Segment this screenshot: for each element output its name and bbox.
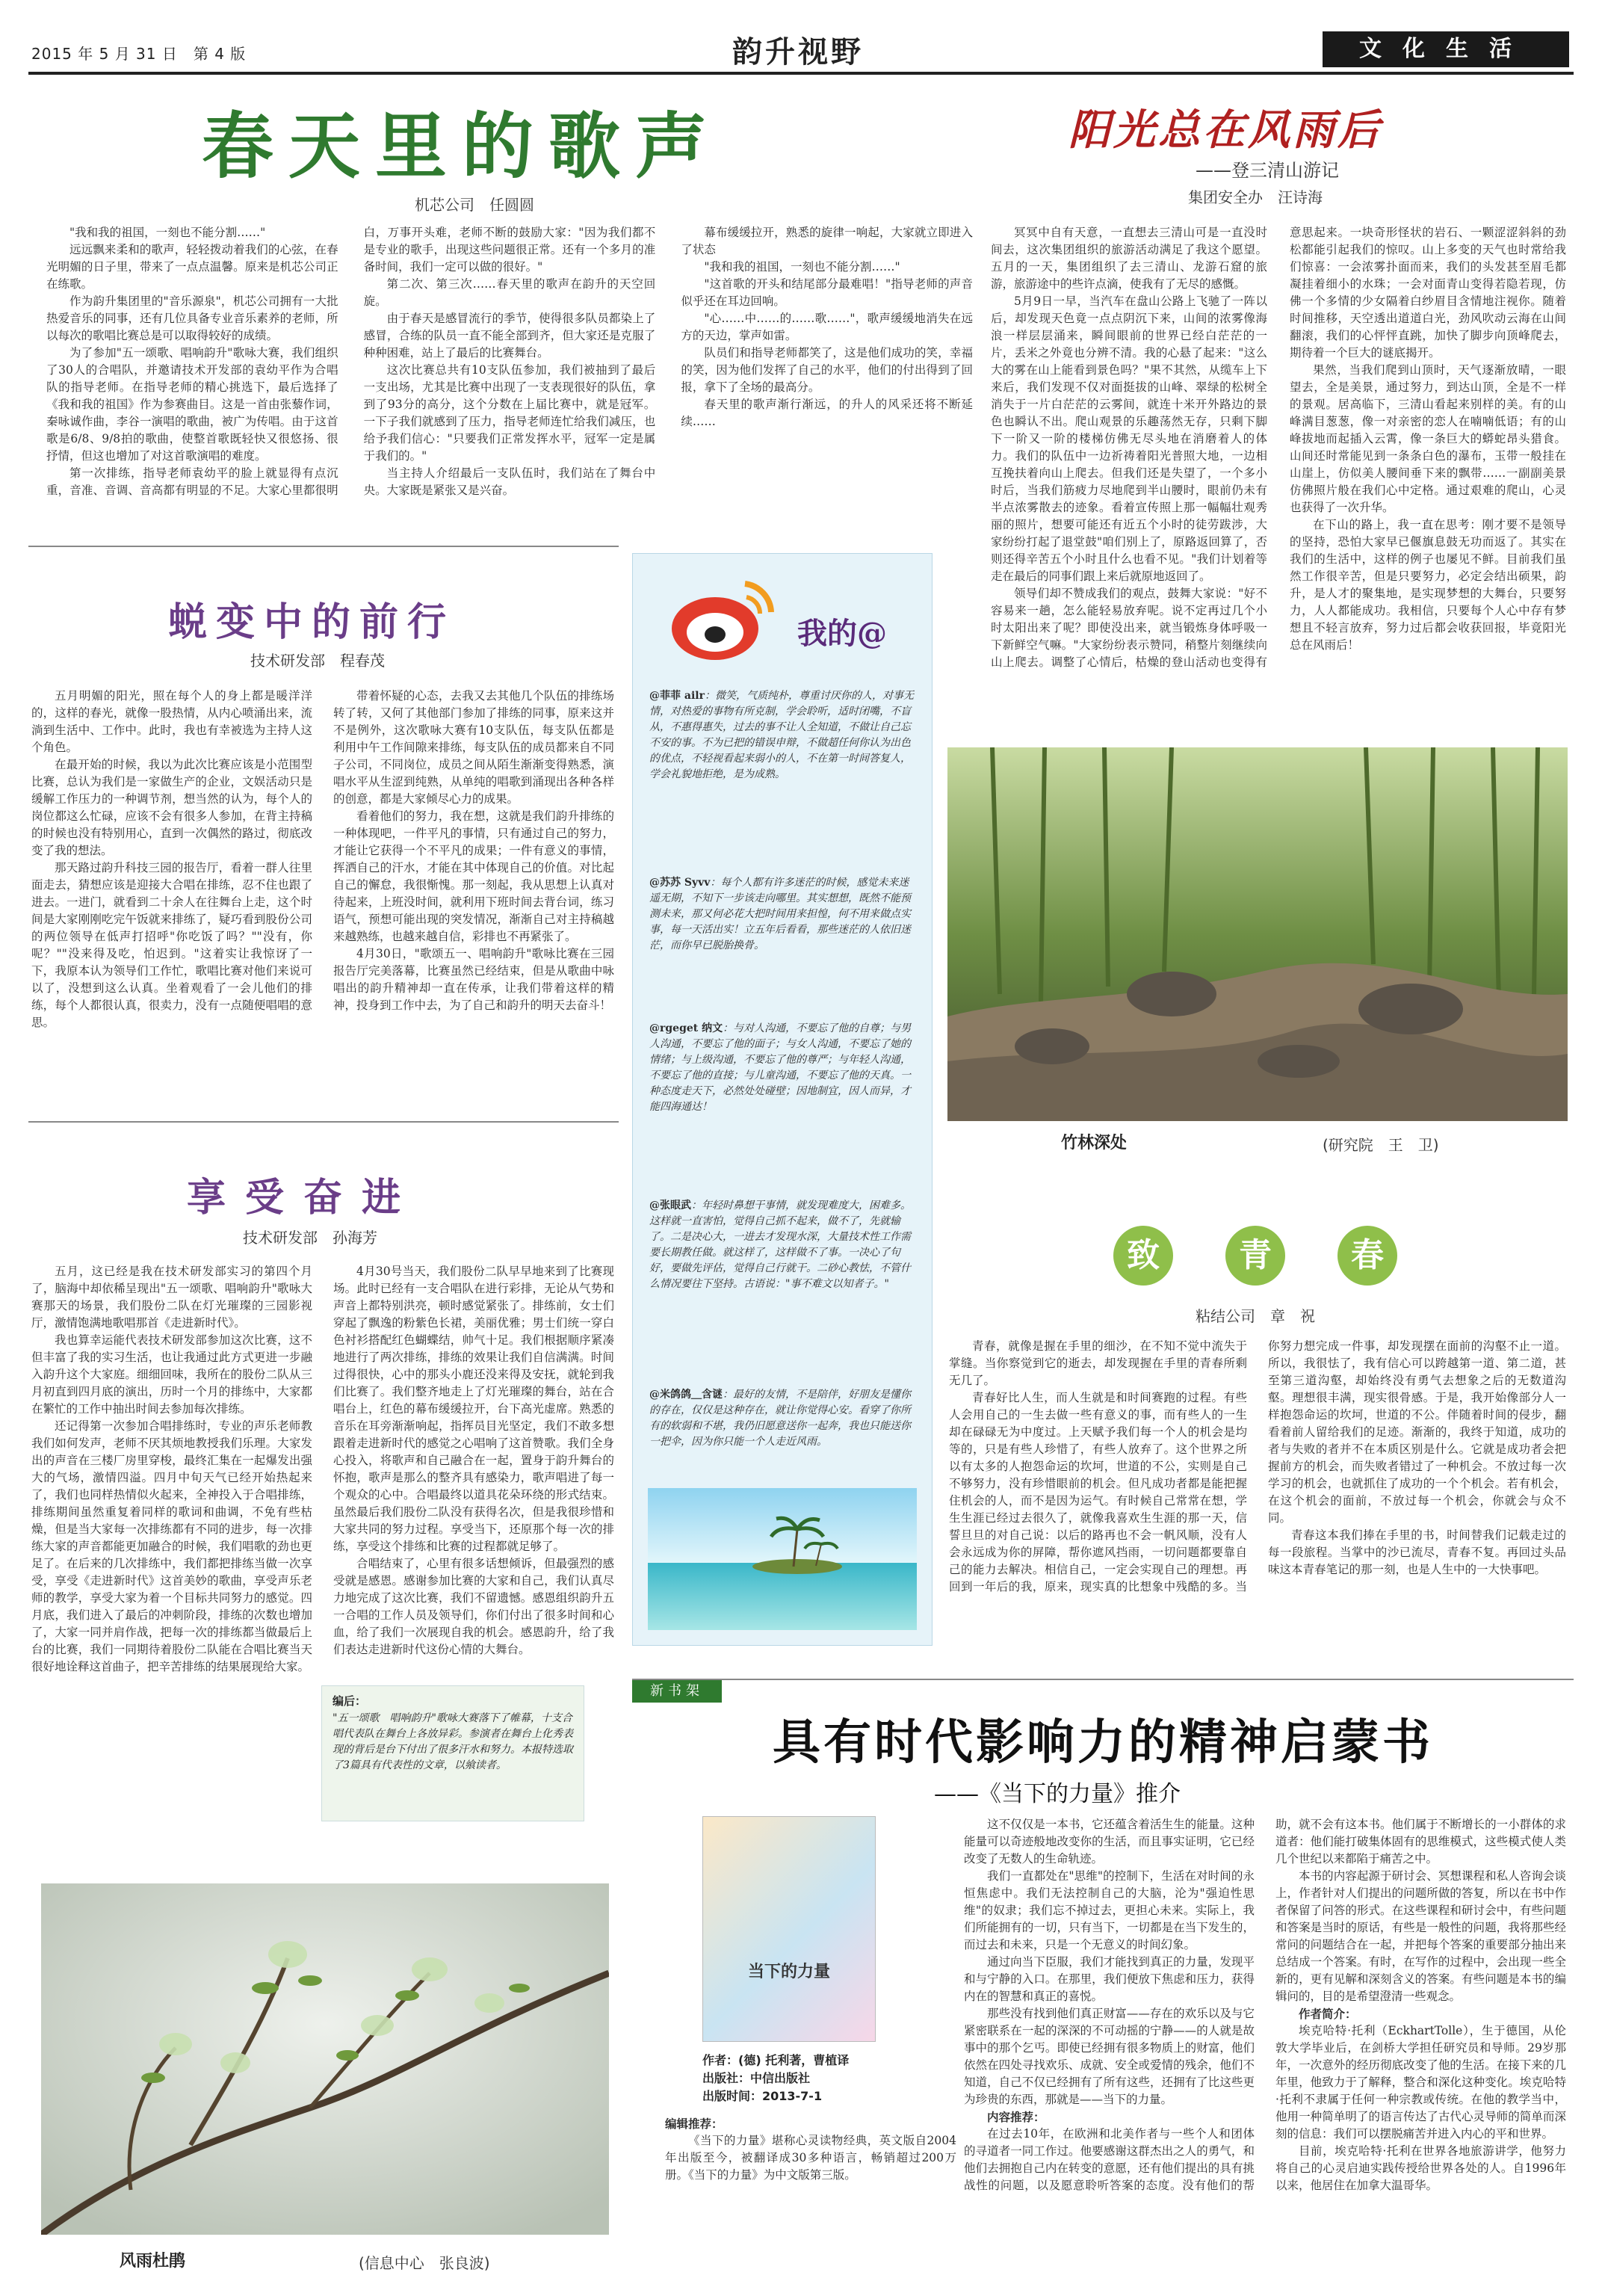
article-byline: 技术研发部 孙海芳 [243, 1229, 377, 1247]
weibo-box [632, 553, 933, 1646]
title-char: 春 [1337, 1226, 1397, 1286]
article-body: 青春，就像是握在手里的细沙，在不知不觉中流失于掌缝。当你察觉到它的逝去，却发现握在手里的青春所剩无几了。 青春好比人生，而人生就是和时间赛跑的过程。有些人会用自己的一生去做一些有意义的事，而有些人的一生却在碌碌无为中度过。上天赋予我们每一个人的机会是均等的，只是有些人珍惜了，有些人放弃了。这个世界之所以有太多的人抱怨命运的坎坷，世道的不公，实则是自己不够努力，没有珍惜眼前的机会。但凡成功者都是能把握住机会的人，而不是因为运气。有时候自己常常在想，学生生涯已经过去很久了，就像我喜欢生生涯的那一天，信誓旦旦的对自己说：以后的路再也不会一帆风顺，没有人会永远成为你的屏障，帮你遮风挡雨，一切问题都要靠自己的能力去解决。相信自己，一定会实现自己的理想。再回到一年后的我，原来，现实真的比想象中残酷的多。当你努力想完成一件事，却发现摆在面前的沟壑不止一道。所以，我很怯了，我有信心可以跨越第一道、第二道，甚至第三道沟壑，却始终没有勇气去想象之后的无数道沟壑。理想很丰满，现实很骨感。于是，我开始像部分人一样抱怨命运的坎坷，世道的不公。伴随着时间的侵步，翻看着前人留给我们的足迹。渐渐的，我终于知道，成功的者与失败的者并不在本质区别是什么。它就是成功者会把握前方的机会，而失败者错过了一种机会。不放过每一次学习的机会，也就抓住了成功的一个个机会。若有机会，在这个机会的面前，不放过每一个机会，你就会与众不同。 青春这本我们捧在手里的书，时间替我们记载走过的每一段旅程。当掌中的沙已流尽，青春不复。再回过头品味这本青春笔记的那一刻，也是人生中的一大快事吧。 [949, 1339, 1566, 1593]
weibo-entry: @苏苏 Syvv：每个人都有许多迷茫的时候，感觉未来迷遥无期，不知下一步该走向哪里。其实想想，既然不能预测未来，那又何必花大把时间用来担惶，何不用来做点实事，每一天活出实！立五年后看看，那些迷茫的人依旧迷茫，而你早已脱胎换骨。 [649, 877, 911, 951]
editor-note-text: "五一颂歌 唱响韵升"歌咏大赛落下了帷幕，十支合唱代表队在舞台上各放异彩。参演者在舞台上化秀表现的背后是台下付出了很多汗水和努力。本报特选取了3篇具有代表性的文章，以飨读者。 [333, 1712, 573, 1771]
book-meta-date: 出版时间：2013-7-1 [702, 2089, 823, 2103]
flower-photo [41, 1883, 609, 2235]
book-cover-title: 当下的力量 [747, 1962, 830, 1981]
photo-credit: (研究院 王 卫) [1323, 1136, 1439, 1154]
article-body: 五月明媚的阳光，照在每个人的身上都是暖洋洋的，这样的春光，就像一股热情，从内心喷涌出来，流淌到生活中、工作中。此时，我也有幸被选为主持人这个角色。 在最开始的时候，我以为此次比赛应该是小范围型比赛，总认为我们是一家做生产的企业，文娱活动只是缓解工作压力的一种调节剂，想当然的认为，每个人的岗位都这么忙碌，应该不会有很多人参加，在背主持稿的时候也没有特别用心，直到一次偶然的路过，彻底改变了我的想法。 那天路过韵升科技三园的报告厅，看着一群人往里面走去，猜想应该是迎接大合唱在排练，忍不住也跟了进去。一进门，就看到二十余人在往舞台上走，这个时间是大家刚刚吃完午饭就来排练了，疑巧看到股份公司的两位领导在低声打招呼"你吃饭了吗？""没有，你呢？""没来得及吃，怕迟到。"这着实让我惊讶了一下，我原本认为领导们工作忙，歌唱比赛对他们来说可以了，没想到这么认真。坐着观看了一会儿他们的排练，每个人都很认真，很卖力，没有一点随便唱唱的意思。 带着怀疑的心态，去我又去其他几个队伍的排练场转了转，又何了其他部门参加了排练的同事，原来这并不是例外，这次歌咏大赛有10支队伍，每支队伍都是利用中午工作间隙来排练，每支队伍的成员都来自不同子公司，不同岗位，成员之间从陌生渐渐变得熟悉，演唱水平从生涩到纯熟，从单纯的唱歌到涌现出各种各样的创意，都是大家倾尽心力的成果。 看着他们的努力，我在想，这就是我们韵升排练的一种体现吧，一件平凡的事情，只有通过自己的努力，才能让它获得一个不平凡的成果；一件有意义的事情，挥洒自己的汗水，才能在其中体现自己的价值。对比起自己的懈怠，我很惭愧。那一刻起，我从思想上认真对待起来，上班没时间，就利用下班时间去背台词，练习语气，预想可能出现的突发情况，渐渐自己对主持稿越来越熟练，也越来越自信，彩排也不再紧张了。 4月30日，"歌颂五一、唱响韵升"歌咏比赛在三园报告厅完美落幕，比赛虽然已经结束，但是从歌曲中咏唱出的韵升精神却一直在传承，让我们带着这样的精神，投身到工作中去，为了自己和韵升的明天去奋斗！ [31, 689, 614, 1029]
article-subtitle: ——登三清山游记 [1196, 160, 1339, 181]
photo-caption: 风雨杜鹃 [120, 2252, 186, 2271]
article-body: 五月，这已经是我在技术研发部实习的第四个月了，脑海中却依稀呈现出"五一颂歌、唱响韵升"歌咏大赛那天的场景，我们股份二队在灯光璀璨的三园影视厅，激情饱满地歌唱那首《走进新时代》。 我也算幸运能代表技术研发部参加这次比赛，这不但丰富了我的实习生活，也让我通过此方式更进一步融入韵升这个大家庭。细细回味，我所在的股份二队从三月初直到四月底的演出，历时一个月的排练中，大家都在繁忙的工作中抽出时间去参加每次排练。 还记得第一次参加合唱排练时，专业的声乐老师教我们如何发声，老师不厌其烦地教授我们乐理。大家发出的声音在三楼厂房里穿梭，最终汇集在一起爆发出强大的气场，激情四溢。四月中旬天气已经开始热起来了，我们也同样热情似火起来，全神投入于合唱排练，排练期间虽然重复着同样的歌词和曲调，不免有些枯燥，但是当大家每一次排练都有不同的进步，每一次排练大家的声音都能更加融合的时候，我们唱歌的劲也更足了。在后来的几次排练中，我们都把排练当做一次享受，享受《走进新时代》这首美妙的歌曲，享受声乐老师的教学，享受大家为着一个目标共同努力的感觉。四月底，我们进入了最后的冲刺阶段，排练的次数也增加了，大家一同并肩作战，把每一次的排练都当做最后上台的比赛，我们一同期待着股份二队能在合唱比赛当天很好地诠释这首曲子，把辛苦排练的结果展现给大家。 4月30号当天，我们股份二队早早地来到了比赛现场。此时已经有一支合唱队在进行彩排，无论从气势和声音上都特别洪亮，顿时感觉紧张了。排练前，女士们穿起了飘逸的粉紫色长裙，美丽优雅；男士们统一穿白色衬衫搭配红色蝴蝶结，帅气十足。我们根据顺序紧凑地进行了两次排练，排练的效果让我们自信满满。时间过得很快，心中的那头小鹿还没来得及安抚，就轮到我们比赛了。我们整齐地走上了灯光璀璨的舞台，站在合唱台上，红色的幕布缓缓拉开，台下高光虚席。熟悉的音乐在耳旁渐渐响起，指挥员目光坚定，我们不敢多想跟着走进新时代的感觉之心唱响了这首赞歌。我们全身心投入，将歌声和自己融合在一起，置身于韵升舞台的怀抱，歌声是那么的整齐具有感染力，歌声唱进了每一个观众的心中。合唱最终以道具花朵环绕的形式结束。虽然最后我们股份二队没有获得名次，但是我很珍惜和大家共同的努力过程。享受当下，还原那个每一次的排练，享受这个排练和比赛的过程都就足够了。 合唱结束了，心里有很多话想倾诉，但最强烈的感受就是感恩。感谢参加比赛的大家和自己，我们认真尽力地完成了这次比赛，我们不留遗憾。感恩组织韵升五一合唱的工作人员及领导们，你们付出了很多时间和心血，给了我们一次展现自我的机会。感恩韵升，给了我们表达走进新时代这份心情的大舞台。 [31, 1265, 614, 1673]
article-byline: 集团安全办 汪诗海 [1188, 188, 1323, 206]
article-title: 春天里的歌声 [202, 104, 722, 188]
book-cover [702, 1816, 876, 2042]
article-title: 蜕变中的前行 [168, 599, 456, 645]
photo-caption: 竹林深处 [1061, 1134, 1128, 1152]
article-byline: 机芯公司 任圆圆 [415, 196, 534, 214]
article-title: 享受奋进 [187, 1175, 421, 1220]
title-char: 致 [1113, 1226, 1173, 1286]
section-label: 文化生活 [1323, 31, 1569, 67]
weibo-entry: @张眼武：年轻时鼻想干事情，就发现难度大，困难多。这样就一直害怕，觉得自己抓不起来，做不了，先就输了。二是决心大，一进去才发现水深，大量技术性工作需要长期教任做。就这样了，这样做不了事。一决心了句好，要做先评估，觉得自己行就干。二砂心教怯，不管什么情况要往下坚持。古语说："事不难文以知者子。" [649, 1200, 911, 1290]
article-body: "我和我的祖国，一刻也不能分割……" 远远飘来柔和的歌声，轻轻拨动着我们的心弦，在春光明媚的日子里，带来了一点点温馨。原来是机芯公司正在练歌。 作为韵升集团里的"音乐源泉"，机芯公司拥有一大批热爱音乐的同事，还有几位具备专业音乐素养的老师，所以每次的歌唱比赛总是可以取得较好的成绩。 为了参加"五一颂歌、唱响韵升"歌咏大赛，我们组织了30人的合唱队，并邀请技术开发部的袁幼平作为合唱队的指导老师。在指导老师的精心挑选下，最后选择了《我和我的祖国》作为参赛曲目。这是一首由张藜作词，秦咏诚作曲，李谷一演唱的歌曲，被广为传唱。由于这首歌是6/8、9/8拍的歌曲，使整首歌既轻快又很悠扬、很抒情，但这也增加了对这首歌演唱的难度。 第一次排练，指导老师袁幼平的脸上就显得有点沉重，音准、音调、音高都有明显的不足。大家心里都很明白，万事开头难，老师不断的鼓励大家："因为我们都不是专业的歌手，出现这些问题很正常。还有一个多月的准备时间，我们一定可以做的很好。" 第二次、第三次……春天里的歌声在韵升的天空回旋。 由于春天是感冒流行的季节，使得很多队员都染上了感冒，合练的队员一直不能全部到齐，但大家还是克服了种种困难，站上了最后的比赛舞台。 这次比赛总共有10支队伍参加，我们被抽到了最后一支出场，尤其是比赛中出现了一支表现很好的队伍，拿到了93分的高分，这个分数在上届比赛中，就是冠军。一下子我们就感到了压力，指导老师连忙给我们减压，也给予我们信心："只要我们正常发挥水平，冠军一定是属于我们的。" 当主持人介绍最后一支队伍时，我们站在了舞台中央。大家既是紧张又是兴奋。 幕布缓缓拉开，熟悉的旋律一响起，大家就立即进入了状态 "我和我的祖国，一刻也不能分割……" "这首歌的开头和结尾部分最难唱！"指导老师的声音似乎还在耳边回响。 "心……中……的……歌……"，歌声缓缓地消失在远方的天边，掌声如雷。 队员们和指导老师都笑了，这是他们成功的笑，幸福的笑，因为他们发挥了自己的水平，他们的付出得到了回报，拿下了全场的最高分。 春天里的歌声渐行渐远，的升人的风采还将不断延续…… [46, 226, 973, 497]
new-book-tag: 新书架 [632, 1680, 722, 1703]
recommend-label: 编辑推荐： [665, 2117, 723, 2131]
divider [632, 1679, 1574, 1680]
book-recommend: 编辑推荐： 《当下的力量》堪称心灵读物经典，英文版自2004年出版至今，被翻译成30多种语言，畅销超过200万册。《当下的力量》为中文版第三版。 [665, 2117, 956, 2182]
bamboo-forest-image [947, 747, 1568, 1121]
weibo-header [633, 554, 932, 681]
bamboo-photo [947, 747, 1568, 1121]
article-title: 阳光总在风雨后 [1068, 105, 1382, 155]
article-body: 冥冥中自有天意，一直想去三清山可是一直没时间去，这次集团组织的旅游活动满足了我这个愿望。五月的一天，集团组织了去三清山、龙游石窟的旅游，旅游途中的些许点滴，使我有了无尽的感慨。 5月9日一早，当汽车在盘山公路上飞驰了一阵以后，却发现天色竟一点点阴沉下来，山间的浓雾像海浪一样层层涌来，瞬间眼前的世界已经白茫茫的一片，丢米之外竟也分辨不清。我的心悬了起来："这么大的雾在山上能看到景色吗？"果不其然，从缆车上下来后，我们发现不仅对面挺拔的山峰、翠绿的松树全消失于一片白茫茫的云雾间，就连十米开外路边的景色也瞬认不出。爬山观景的乐趣荡然无存，只剩下脚下一阶又一阶的楼梯仿佛无尽头地在消磨着人的体力。我们的队伍中一边祈祷着阳光普照大地，一边相互挽扶着向山上爬去。但我们还是失望了，一个多小时后，当我们筋疲力尽地爬到半山腰时，眼前仍未有半点浓雾散去的迹象。看着宣传照上那一幅幅壮观秀丽的照片，想要可能还有近五个小时的徒劳跋涉，大家纷纷打起了退堂鼓"咱们别上了，原路返回算了，否则还得辛苦五个小时且什么也看不见。"我们计划着等走在最后的同事们跟上来后就原地返回了。 领导们却不赞成我们的观点，鼓舞大家说："好不容易来一趟，怎么能轻易放弃呢。说不定再过几个小时太阳出来了呢？即使没出来，就当锻炼身体呼吸一下新鲜空气嘛。"大家纷纷表示赞同，稍整片刻继续向山上爬去。调整了心情后，枯燥的登山活动也变得有意思起来。一块奇形怪状的岩石、一颗涩涩斜斜的劲松都能引起我们的惊叹。山上多变的天气也时常给我们惊喜：一会浓雾扑面而来，我们的头发甚至眉毛都凝挂着细小的水珠；一会对面青山变得若隐若现，仿佛一个多情的少女隔着白纱眉目含情地注视你。随着时间推移，天空透出道道白光，劲风吹动云海在山间翻滚，我们的心怦怦直跳，加快了脚步向顶峰爬去，期待着一个巨大的谜底揭开。 果然，当我们爬到山顶时，天气逐渐放晴，一眼望去，全是美景，通过努力，到达山顶，全是不一样的景观。居高临下，三清山看起来别样的美。有的山峰满目葱葱，像一对亲密的恋人在喃喃低语；有的山峰拔地而起插入云霄，像一条巨大的蟒蛇昂头猎食。山间还时常能见到一条条白色的瀑布，玉带一般挂在山崖上，仿似美人腰间垂下来的飘带……一副副美景仿佛照片般在我们心中定格。通过艰难的爬山，心灵也获得了一次升华。 在下山的路上，我一直在思考：刚才要不是领导的坚持，恐怕大家早已偃旗息鼓无功而返了。其实在我们的生活中，这样的例子也屡见不鲜。目前我们虽然工作很辛苦，但是只要努力，必定会结出硕果，韵升，是人才的聚集地，是实现梦想的大舞台，只要努力，人人都能成功。我相信，只要每个人心中存有梦想且不轻言放弃，努力过后都会收获回报，毕竟阳光总在风雨后！ [991, 226, 1566, 669]
photo-credit: (信息中心 张良波) [359, 2254, 490, 2272]
azalea-branch-image [41, 1883, 609, 2235]
weibo-entry: @米鸽鸽＿含谜：最好的友情，不是陪伴，好朋友是懂你的存在，仅仅是这种存在，就让你觉得心安。看穿了你所有的软弱和不堪，我仍旧愿意送你一起奔，我也只能送你一把伞，因为你只能一个人走近风雨。 [649, 1389, 911, 1448]
weibo-icon [633, 554, 932, 681]
editor-note [321, 1685, 584, 1821]
article-byline: 技术研发部 程春茂 [250, 652, 385, 670]
book-review-title: 具有时代影响力的精神启蒙书 [773, 1715, 1433, 1771]
book-review-body: 这不仅仅是一本书，它还蕴含着活生生的能量。这种能量可以奇迹般地改变你的生活，而且事实证明，它已经改变了无数人的生命轨迹。 我们一直都处在"思维"的控制下，生活在对时间的永恒焦虑中。我们无法控制自己的大脑，沦为"强迫性思维"的奴隶；我们忘不掉过去，更担心未来。实际上，我们所能拥有的一切，只有当下，一切都是在当下发生的，而过去和未来，只是一个无意义的时间幻象。 通过向当下臣服，我们才能找到真正的力量，发现平和与宁静的入口。在那里，我们便放下焦虑和压力，获得内在的智慧和真正的喜悦。 那些没有找到他们真正财富——存在的欢乐以及与它紧密联系在一起的深深的不可动摇的宁静——的人就是故事中的那个乞丐。即使已经拥有很多物质上的财富，他们依然在四处寻找欢乐、成就、安全或爱情的残余，他们不知道，自己不仅已经拥有了所有这些，还拥有了比这些更为珍贵的东西，那就是——当下的力量。 内容推荐： 在过去10年，在欧洲和北美作者与一些个人和团体的寻道者一同工作过。他要感谢这群杰出之人的勇气，和他们去拥抱自己内在转变的意愿，还有他们提出的具有挑战性的问题，以及愿意聆听答案的态度。没有他们的帮助，就不会有这本书。他们属于不断增长的一小群体的求道者：他们能打破集体固有的思维模式，这些模式使人类几个世纪以来都陷于痛苦之中。 本书的内容起源于研讨会、冥想课程和私人咨询会谈上，作者针对人们提出的问题所做的答复，所以在书中作者保留了问答的形式。在这些课程和研讨会中，有些问题和答案是当时的原话，有些是一般性的问题，我将那些经常问的问题结合在一起，并把每个答案的重要部分抽出来总结成一个答案。有时，在写作的过程中，会出现一些全新的，更有见解和深刻含义的答案。有些问题是本书的编辑问的，目的是希望澄清一些观念。 作者简介： 埃克哈特·托利（EckhartTolle），生于德国，从伦敦大学毕业后，在剑桥大学担任研究员和导师。29岁那年，一次意外的经历彻底改变了他的生活。在接下来的几年里，他致力于了解释，整合和深化这种变化。埃克哈特·托利不隶属于任何一种宗教或传统。在他的教学当中，他用一种简单明了的语言传达了古代心灵导师的简单而深刻的信息：我们可以摆脱痛苦并进入内心的平和世界。 目前，埃克哈特·托利在世界各地旅游讲学，他努力将自己的心灵启迪实践传授给世界各处的人。自1996年以来，他居住在加拿大温哥华。 [964, 1818, 1566, 2192]
weibo-title: 我的@ [797, 616, 887, 651]
book-meta [702, 2052, 927, 2105]
divider [28, 1121, 619, 1123]
island-photo [648, 1488, 917, 1630]
book-review-subtitle: ——《当下的力量》推介 [934, 1781, 1181, 1807]
article-byline: 粘结公司 章 祝 [1196, 1307, 1315, 1325]
divider [28, 546, 619, 547]
weibo-entry: @rgeget 纳文：与对人沟通，不要忘了他的自尊；与男人沟通，不要忘了他的面子；与女人沟通，不要忘了她的情绪；与上级沟通，不要忘了他的尊严；与年轻人沟通，不要忘了他的直接；与儿童沟通，不要忘了他的天真。一种态度走天下，必然处处碰壁；因地制宜，因人而异，才能四海通达！ [649, 1022, 912, 1113]
newspaper-logo: 韵升视野 [732, 34, 864, 70]
title-char: 青 [1225, 1226, 1285, 1286]
book-meta-author: 作者：(德) 托利著，曹植译 [702, 2053, 850, 2067]
editor-note-title: 编后： [333, 1694, 367, 1708]
weibo-entry: @菲菲 ailr：微笑，气质纯朴，尊重讨厌你的人，对事无情，对热爱的事物有所克制，学会聆听，适时闭嘴，不盲从，不惠得惠失，过去的事不让人全知道，不做让自己忘不安的事。不为已把的错误申辩，不做超任何你认为出色的优点，不轻视看起来弱小的人，不在第一时间答复人，学会礼貌地拒绝，是为成熟。 [649, 690, 914, 780]
book-meta-publisher: 出版社：中信出版社 [702, 2071, 811, 2085]
island-image [648, 1488, 917, 1630]
issue-date: 2015 年 5 月 31 日 第 4 版 [31, 45, 247, 63]
